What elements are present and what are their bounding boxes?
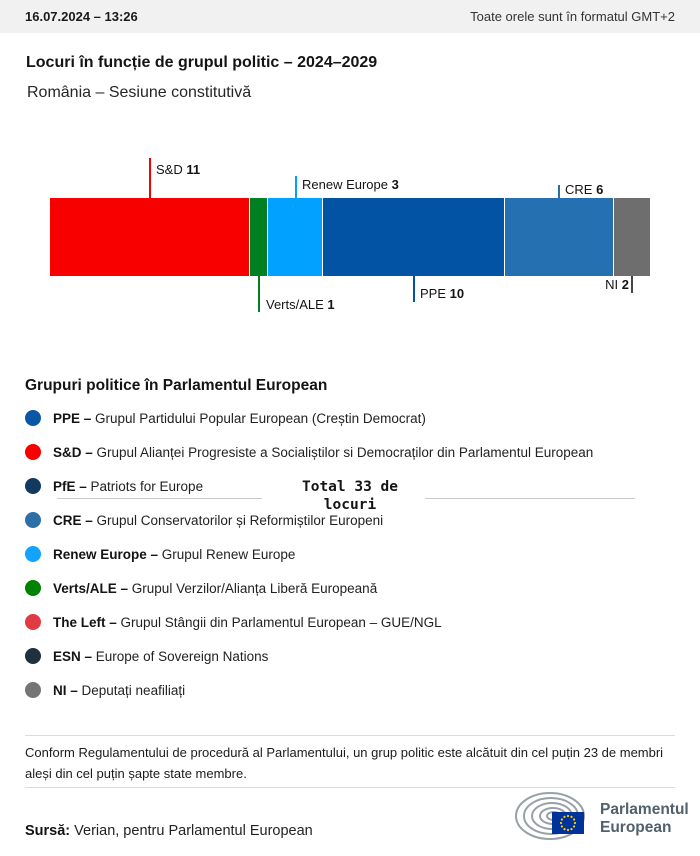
bar-label-ppe: PPE 10 xyxy=(420,286,465,301)
legend-item-text: S&D – Grupul Alianței Progresiste a Socialiștilor si Democraților din Parlamentul European xyxy=(53,444,594,460)
legend-item-cre xyxy=(25,503,685,537)
legend-dot-icon xyxy=(25,444,41,460)
hemicycle-icon xyxy=(512,790,594,847)
legend-item-text: Verts/ALE – Grupul Verzilor/Alianța Liberă Europeană xyxy=(53,580,378,596)
bar-label-cre: CRE 6 xyxy=(565,182,604,197)
stacked-bar xyxy=(50,198,650,276)
legend-item-text: ESN – Europe of Sovereign Nations xyxy=(53,648,269,664)
legend-item-esn xyxy=(25,639,685,673)
bar-label-ni: NI 2 xyxy=(605,277,629,292)
bar-segment-renew-europe xyxy=(268,198,323,276)
legend-dot-icon xyxy=(25,580,41,596)
footer-divider-bottom xyxy=(25,787,675,788)
eu-flag-icon xyxy=(552,812,584,834)
bar-segment-verts-ale xyxy=(250,198,268,276)
legend-dot-icon xyxy=(25,512,41,528)
bar-segment-ppe xyxy=(323,198,505,276)
legend-item-text: The Left – Grupul Stângii din Parlamentul European – GUE/NGL xyxy=(53,614,442,630)
bar-label-renew-europe: Renew Europe 3 xyxy=(302,177,399,192)
legend-item-renew-europe xyxy=(25,537,685,571)
footer-divider-top xyxy=(25,735,675,736)
page-subtitle: România – Sesiune constitutivă xyxy=(27,84,252,101)
source-label: Sursă: xyxy=(25,823,71,839)
leader-line-renew-europe xyxy=(295,176,297,198)
legend-item-text: PPE – Grupul Partidului Popular European (Creștin Democrat) xyxy=(53,410,426,426)
legend-heading: Grupuri politice în Parlamentul European xyxy=(25,377,328,394)
legend-item-the-left xyxy=(25,605,685,639)
leader-line-ppe xyxy=(413,276,415,302)
legend-item-text: NI – Deputați neafiliați xyxy=(53,682,186,698)
legend-item-text: PfE – Patriots for Europe xyxy=(53,478,204,494)
page-title: Locuri în funcție de grupul politic – 2024–2029 xyxy=(26,54,378,71)
legend-item-ni xyxy=(25,673,685,707)
timezone-note: Toate orele sunt în formatul GMT+2 xyxy=(470,9,675,24)
legend-item-s-d xyxy=(25,435,685,469)
logo-line2: European xyxy=(600,818,672,836)
leader-line-cre xyxy=(558,185,560,198)
datetime-label: 16.07.2024 – 13:26 xyxy=(25,9,138,24)
legend-item-pfe xyxy=(25,469,685,503)
legend-dot-icon xyxy=(25,410,41,426)
legend-dot-icon xyxy=(25,648,41,664)
legend-item-text: CRE – Grupul Conservatorilor și Reformiștilor Europeni xyxy=(53,512,384,528)
legend-dot-icon xyxy=(25,478,41,494)
leader-line-ni xyxy=(631,276,633,293)
legend-dot-icon xyxy=(25,682,41,698)
bar-segment-s-d xyxy=(50,198,250,276)
legend-list xyxy=(25,401,685,707)
legend-item-text: Renew Europe – Grupul Renew Europe xyxy=(53,546,296,562)
bar-label-verts-ale: Verts/ALE 1 xyxy=(266,297,335,312)
bar-segment-ni xyxy=(614,198,650,276)
bar-label-s-d: S&D 11 xyxy=(156,162,201,177)
leader-line-verts-ale xyxy=(258,276,260,312)
header-strip xyxy=(0,0,700,33)
leader-line-s-d xyxy=(149,158,151,198)
legend-dot-icon xyxy=(25,546,41,562)
bar-segment-cre xyxy=(505,198,614,276)
footnote-text: Conform Regulamentului de procedură al Parlamentului, un grup politic este alcătuit din cel puțin 23 de membri aleși din cel puțin șapte state membre. xyxy=(25,745,664,781)
source-line xyxy=(25,823,313,839)
logo-line1: Parlamentul xyxy=(600,800,689,818)
legend-item-ppe xyxy=(25,401,685,435)
logo-wordmark xyxy=(600,801,689,837)
legend-item-verts-ale xyxy=(25,571,685,605)
source-text: Verian, pentru Parlamentul European xyxy=(74,823,313,839)
legend-dot-icon xyxy=(25,614,41,630)
european-parliament-logo xyxy=(512,790,689,847)
total-seats-label: Total 33 de locuri xyxy=(301,479,399,513)
